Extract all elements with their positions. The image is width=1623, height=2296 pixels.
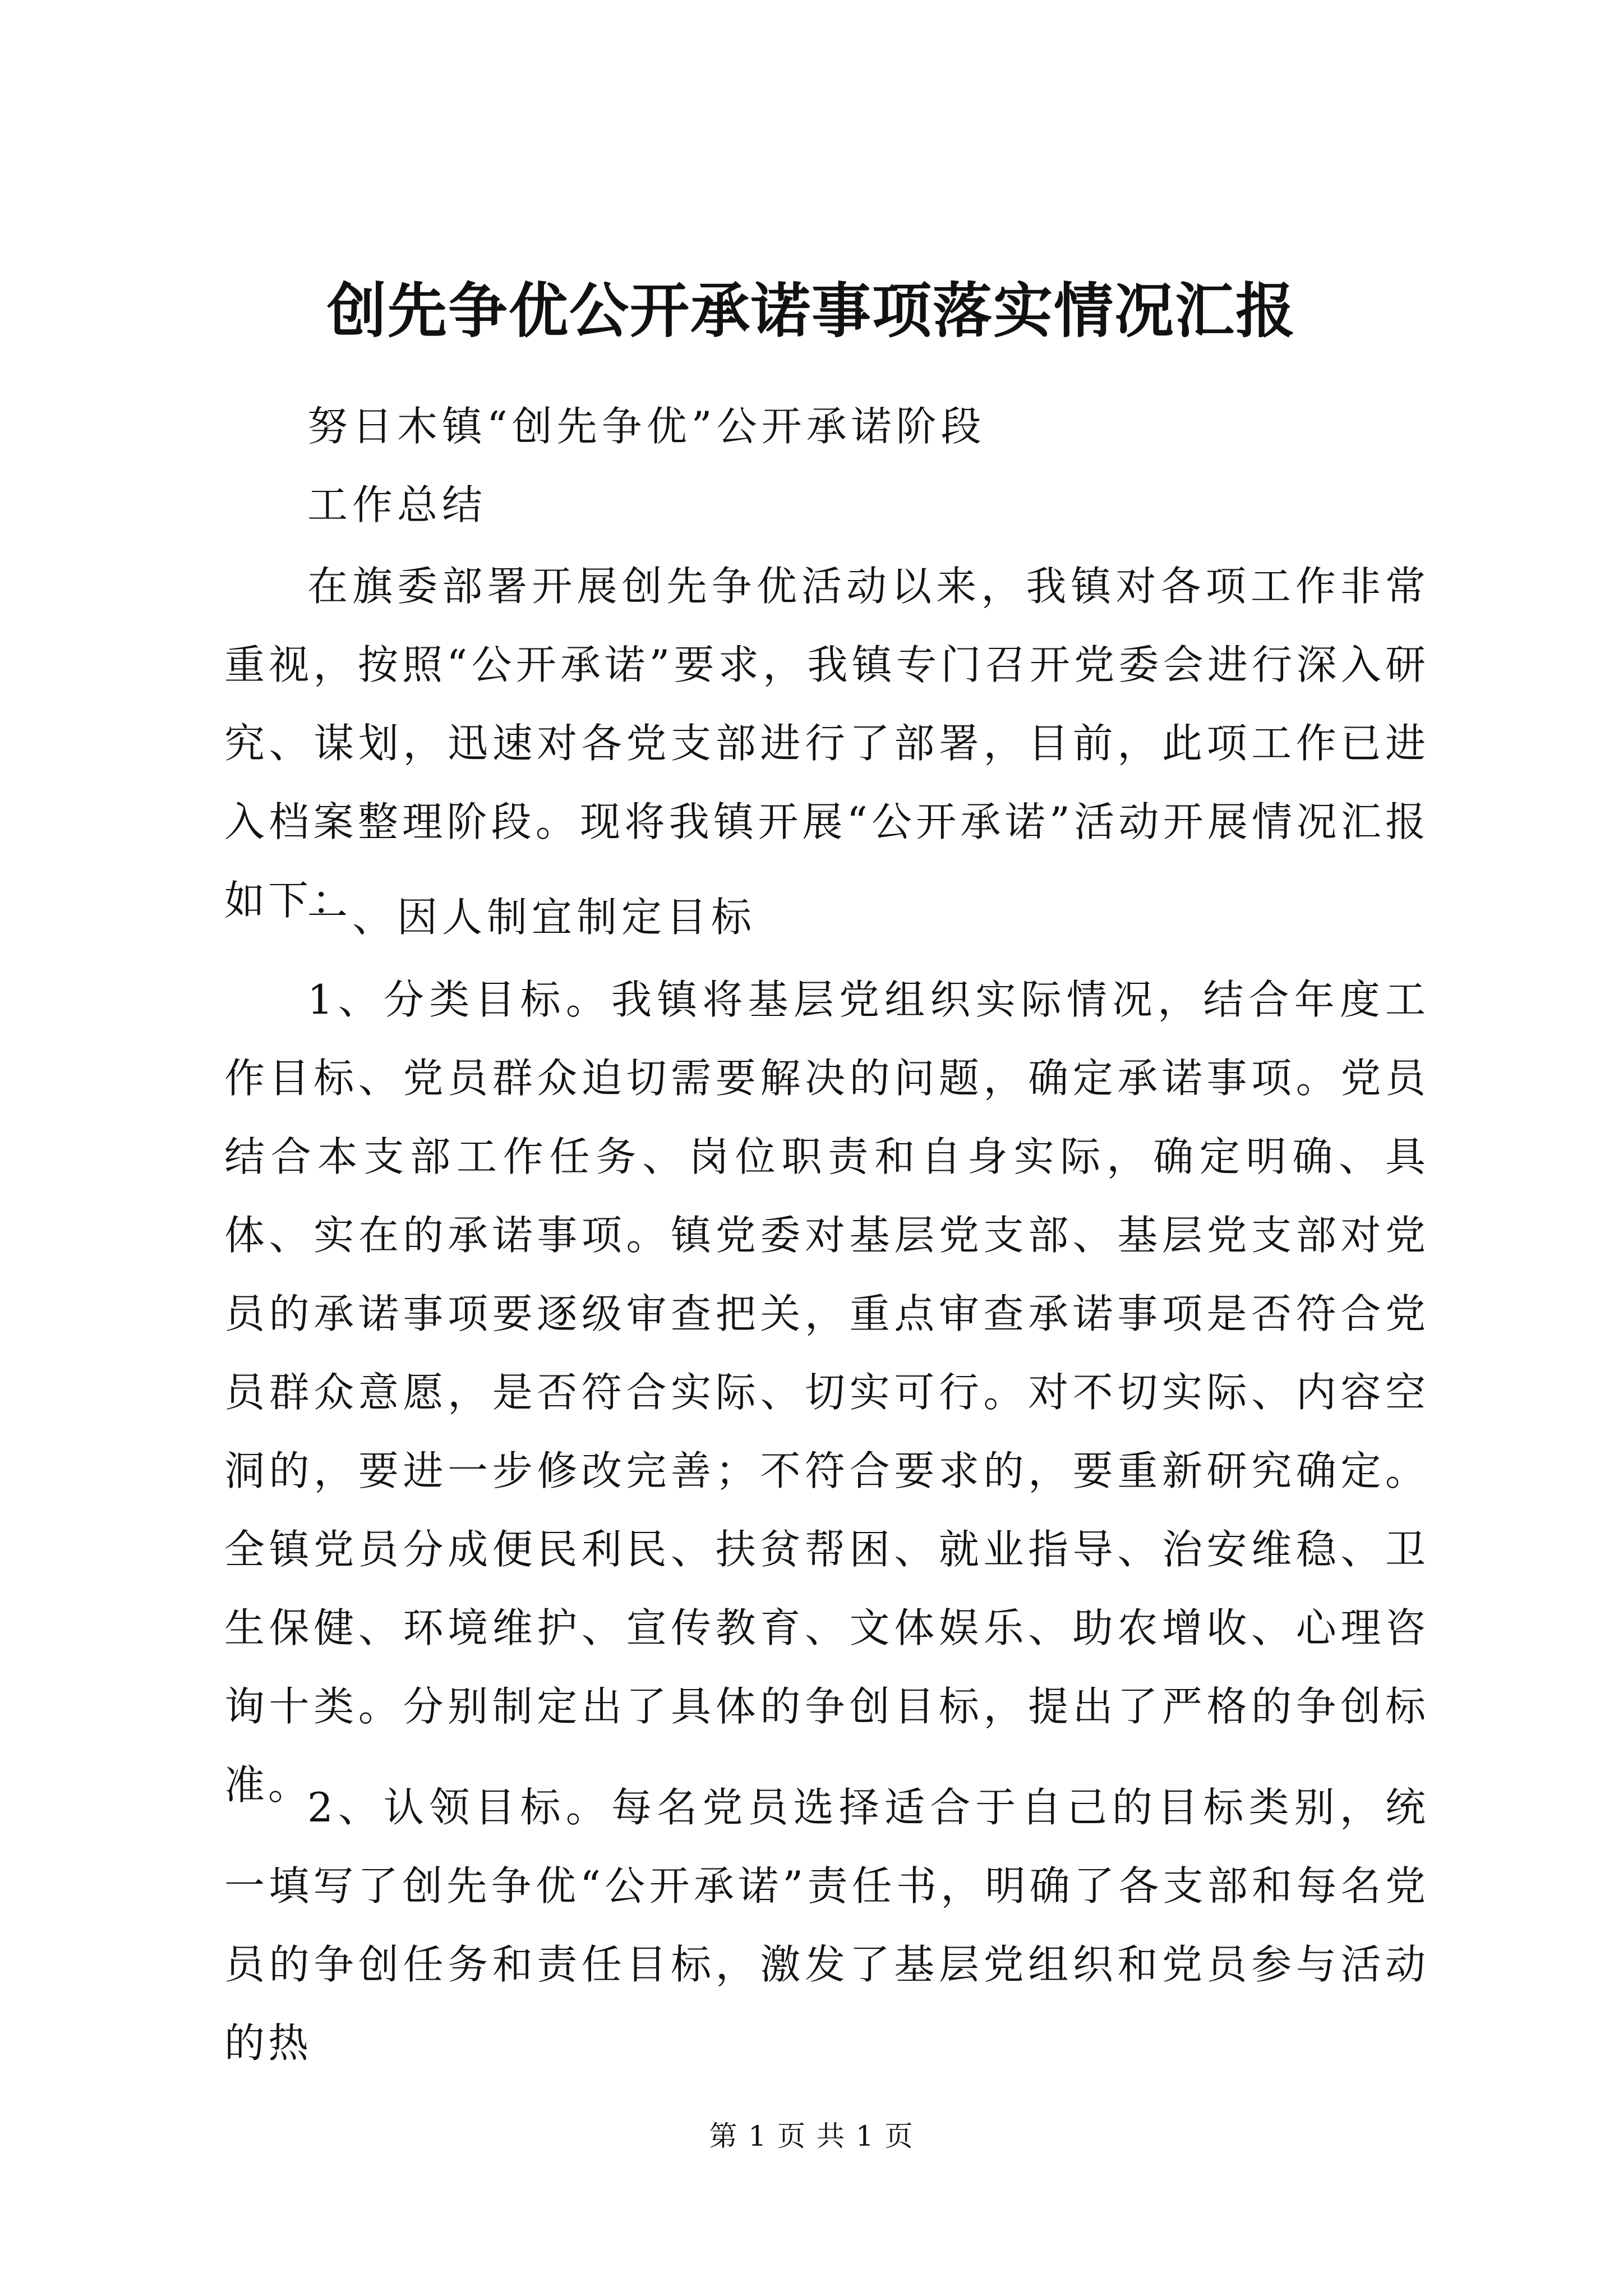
- item-1-paragraph: 1、分类目标。我镇将基层党组织实际情况，结合年度工作目标、党员群众迫切需要解决的问题，确定承诺事项。党员结合本支部工作任务、岗位职责和自身实际，确定明确、具体、实在的承诺事项。镇党委对基层党支部、基层党支部对党员的承诺事项要逐级审查把关，重点审查承诺事项是否符合党员群众意愿，是否符合实际、切实可行。对不切实际、内容空洞的，要进一步修改完善；不符合要求的，要重新研究确定。全镇党员分成便民利民、扶贫帮困、就业指导、治安维稳、卫生保健、环境维护、宣传教育、文体娱乐、助农增收、心理咨询十类。分别制定出了具体的争创目标，提出了严格的争创标准。: [224, 976, 1429, 1809]
- document-title: 创先争优公开承诺事项落实情况汇报: [327, 275, 1296, 346]
- page-footer: 第 1 页 共 1 页: [709, 2120, 914, 2152]
- section-heading-1: 一、因人制宜制定目标: [307, 894, 757, 941]
- item-2-paragraph: 2、认领目标。每名党员选择适合于自己的目标类别，统一填写了创先争优“公开承诺”责任书，明确了各支部和每名党员的争创任务和责任目标，激发了基层党组织和党员参与活动的热: [224, 1784, 1429, 2067]
- subtitle-line-1: 努日木镇“创先争优”公开承诺阶段: [307, 403, 986, 450]
- intro-paragraph: 在旗委部署开展创先争优活动以来，我镇对各项工作非常重视，按照“公开承诺”要求，我镇专门召开党委会进行深入研究、谋划，迅速对各党支部进行了部署，目前，此项工作已进入档案整理阶段。现将我镇开展“公开承诺”活动开展情况汇报如下：: [224, 563, 1429, 924]
- subtitle-line-2: 工作总结: [307, 481, 487, 528]
